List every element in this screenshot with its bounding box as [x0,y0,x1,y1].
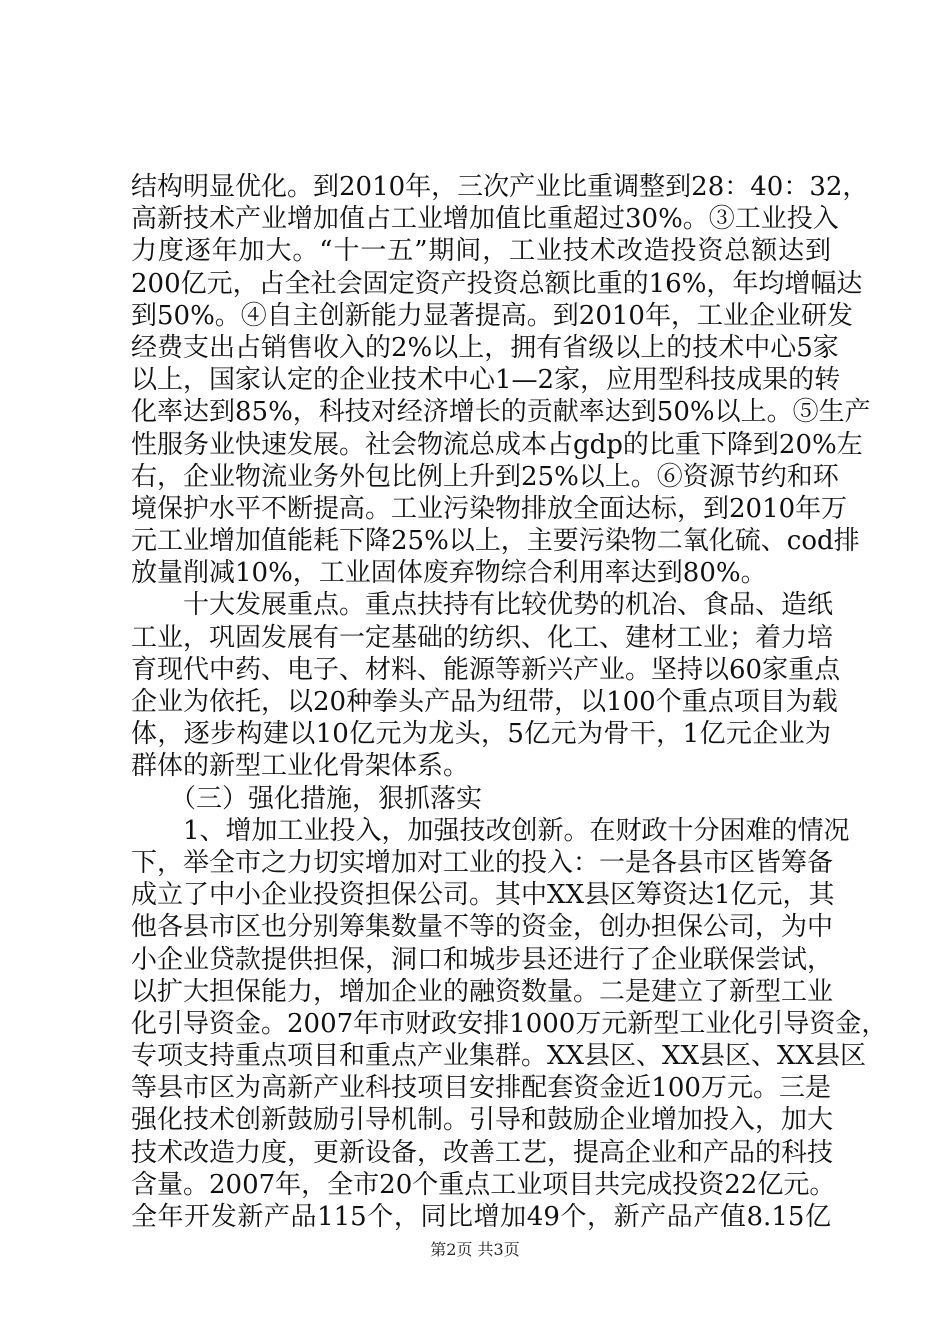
text-line: 化引导资金。2007年市财政安排1000万元新型工业化引导资金， [131,1008,888,1039]
text-line: 强化技术创新鼓励引导机制。引导和鼓励企业增加投入，加大 [131,1105,834,1136]
text-line: 到50%。④自主创新能力显著提高。到2010年，工业企业研发 [131,300,853,331]
text-line: 结构明显优化。到2010年，三次产业比重调整到28：40：32， [131,172,869,202]
text-line: 以扩大担保能力，增加企业的融资数量。二是建立了新型工业 [131,976,834,1007]
text-line: 元工业增加值能耗下降25%以上，主要污染物二氧化硫、cod排 [131,526,860,557]
text-line: 育现代中药、电子、材料、能源等新兴产业。坚持以60家重点 [131,654,841,685]
text-line: 含量。2007年，全市20个重点工业项目共完成投资22亿元。 [131,1169,836,1200]
text-line: 力度逐年加大。“十一五”期间，工业技术改造投资总额达到 [131,236,831,267]
text-line: 工业，巩固发展有一定基础的纺织、化工、建材工业；着力培 [131,622,834,653]
section-heading: （三）强化措施，狠抓落实 [131,783,483,814]
text-line: 1、增加工业投入，加强技改创新。在财政十分困难的情况 [131,815,850,846]
page-number-footer: 第2页 共3页 [430,1240,520,1259]
text-line: 小企业贷款提供担保，洞口和城步县还进行了企业联保尝试， [131,944,834,975]
text-line: 技术改造力度，更新设备，改善工艺，提高企业和产品的科技 [131,1137,834,1168]
text-line: 高新技术产业增加值占工业增加值比重超过30%。③工业投入 [131,204,839,235]
text-line: 等县市区为高新产业科技项目安排配套资金近100万元。三是 [131,1073,831,1104]
text-line: 十大发展重点。重点扶持有比较优势的机冶、食品、造纸 [131,590,834,621]
text-line: 专项支持重点项目和重点产业集群。XX县区、XX县区、XX县区 [131,1041,867,1072]
text-line: 成立了中小企业投资担保公司。其中XX县区筹资达1亿元，其 [131,880,835,911]
text-line: 放量削减10%，工业固体废弃物综合利用率达到80%。 [131,558,767,589]
text-line: 经费支出占销售收入的2%以上，拥有省级以上的技术中心5家 [131,332,839,363]
text-line: 全年开发新产品115个，同比增加49个，新产品产值8.15亿 [131,1202,831,1232]
text-line: 境保护水平不断提高。工业污染物排放全面达标，到2010年万 [131,493,848,524]
text-line: 企业为依托，以20种拳头产品为纽带，以100个重点项目为载 [131,687,838,717]
text-line: 他各县市区也分别筹集数量不等的资金，创办担保公司，为中 [131,912,834,943]
text-line: 群体的新型工业化骨架体系。 [131,751,470,782]
document-body [131,171,888,1233]
text-line: 下，举全市之力切实增加对工业的投入：一是各县市区皆筹备 [131,847,834,878]
text-line: 化率达到85%，科技对经济增长的贡献率达到50%以上。⑤生产 [131,397,871,428]
text-line: 右，企业物流业务外包比例上升到25%以上。⑥资源节约和环 [131,461,839,492]
text-line: 体，逐步构建以10亿元为龙头，5亿元为骨干，1亿元企业为 [131,719,831,750]
text-line: 性服务业快速发展。社会物流总成本占gdp的比重下降到20%左 [131,429,863,460]
text-line: 以上，国家认定的企业技术中心1—2家，应用型科技成果的转 [131,365,841,396]
text-line: 200亿元，占全社会固定资产投资总额比重的16%，年均增幅达 [131,268,863,299]
